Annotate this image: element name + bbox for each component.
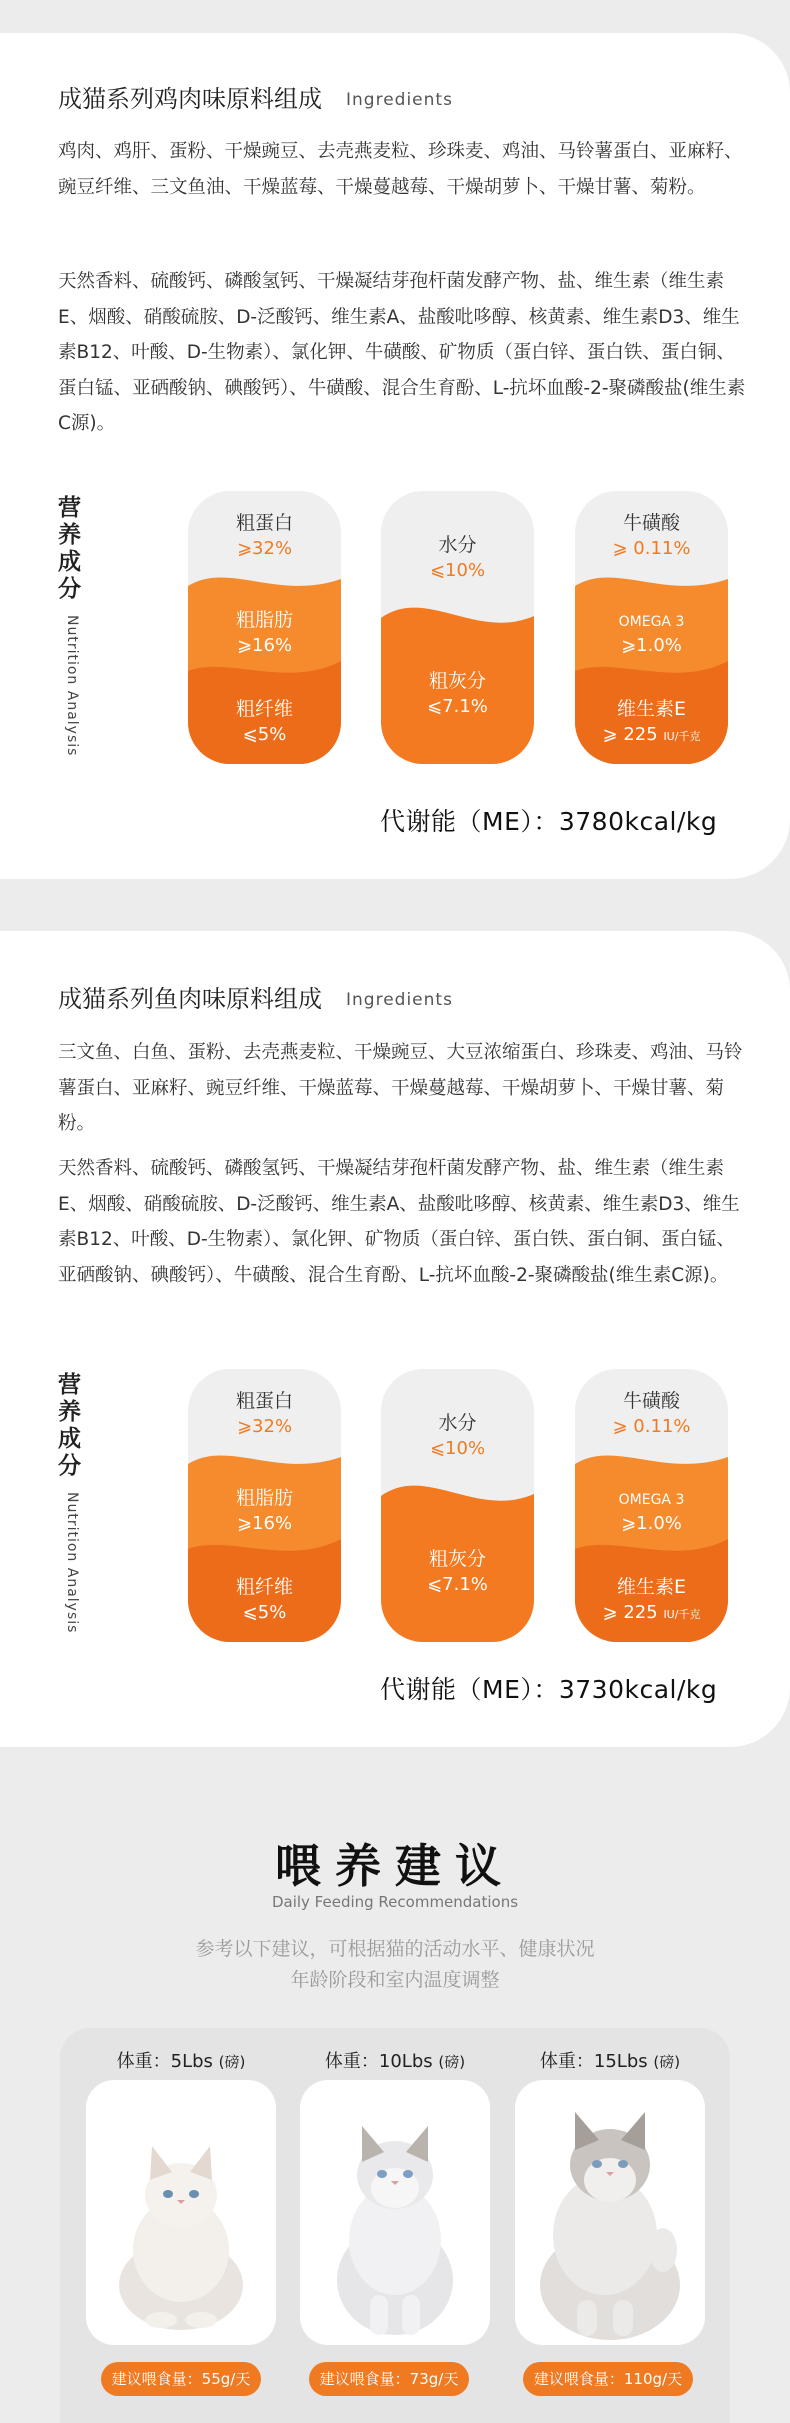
- weight-value: 体重：10Lbs: [324, 2051, 433, 2072]
- cat-photo-large: [515, 2080, 705, 2345]
- cat-illustration: [515, 2080, 705, 2345]
- nutrient-name: OMEGA 3: [618, 614, 685, 630]
- nutrient-name: 粗蛋白: [235, 512, 293, 534]
- pill-wave-graphic: [381, 1369, 534, 1642]
- nutrient-value: ⩾ 0.11%: [612, 538, 691, 559]
- feeding-amount-badge: 建议喂食量：55g/天: [101, 2362, 261, 2396]
- nutrient-pill-taurine-omega-vitamin: [575, 491, 728, 764]
- nutrient-name: 粗脂肪: [235, 609, 293, 631]
- nutrient-name: 粗纤维: [235, 1576, 293, 1598]
- nutrient-pill-taurine-omega-vitamin: [575, 1369, 728, 1642]
- nutrient-value: ⩾ 0.11%: [612, 1416, 691, 1437]
- section-title-en: Ingredients: [346, 990, 453, 1010]
- nutrient-name: 牛磺酸: [622, 512, 680, 534]
- weight-label: [300, 2047, 490, 2073]
- weight-value: 体重：5Lbs: [116, 2051, 213, 2072]
- nutrient-name: 粗纤维: [235, 698, 293, 720]
- nutrient-value: ⩾1.0%: [621, 1513, 682, 1534]
- weight-label: [515, 2047, 705, 2073]
- nutrient-name: OMEGA 3: [618, 1492, 685, 1508]
- nutrient-value: ⩾1.0%: [621, 635, 682, 656]
- nutrient-value: [575, 1601, 728, 1627]
- nutrient-name: 粗灰分: [428, 1548, 486, 1570]
- nutrient-name: 维生素E: [616, 1576, 686, 1598]
- nutrient-pill-moisture-ash: [381, 1369, 534, 1642]
- cat-photo-small: [86, 2080, 276, 2345]
- additives-text: 天然香料、硫酸钙、磷酸氢钙、干燥凝结芽孢杆菌发酵产物、盐、维生素（维生素E、烟酸、硝酸硫胺、D-泛酸钙、维生素A、盐酸吡哆醇、核黄素、维生素D3、维生素B12、叶酸、D-生物素）、氯化钾、矿物质（蛋白锌、蛋白铁、蛋白铜、蛋白锰、亚硒酸钠、碘酸钙）、牛磺酸、混合生育酚、L-抗坏血酸-2-聚磷酸盐(维生素C源)。: [58, 1158, 740, 1286]
- nutrient-value: ⩽5%: [242, 1602, 287, 1623]
- metabolizable-energy: 代谢能（ME）：3730kcal/kg: [380, 1675, 718, 1704]
- weight-value: 体重：15Lbs: [539, 2051, 648, 2072]
- ingredients-card-fish: [0, 931, 790, 1747]
- cat-photo-medium: [300, 2080, 490, 2345]
- nutrient-pill-protein-fat-fiber: [188, 491, 341, 764]
- cat-illustration: [86, 2080, 276, 2345]
- nutrient-name: 粗灰分: [428, 670, 486, 692]
- weight-unit: (磅): [438, 2053, 466, 2071]
- nutrition-label-cn: 营养成分: [58, 495, 81, 602]
- feeding-amount-badge: 建议喂食量：73g/天: [309, 2362, 469, 2396]
- nutrient-name: 粗蛋白: [235, 1390, 293, 1412]
- nutrient-value-number: ⩾ 225: [602, 724, 658, 745]
- section-title: [58, 79, 453, 114]
- weight-unit: (磅): [653, 2053, 681, 2071]
- nutrient-value: ⩾32%: [236, 538, 293, 559]
- section-title-en: Ingredients: [346, 90, 453, 110]
- nutrient-name: 水分: [438, 534, 477, 556]
- nutrient-name: 粗脂肪: [235, 1487, 293, 1509]
- weight-unit: (磅): [218, 2053, 246, 2071]
- nutrient-name: 牛磺酸: [622, 1390, 680, 1412]
- pill-wave-graphic: [381, 491, 534, 764]
- nutrient-value: [575, 723, 728, 749]
- nutrient-value: ⩾16%: [236, 1513, 293, 1534]
- nutrient-value-number: ⩾ 225: [602, 1602, 658, 1623]
- section-title-text: 成猫系列鱼肉味原料组成: [58, 985, 322, 1013]
- nutrient-pill-moisture-ash: [381, 491, 534, 764]
- cat-illustration: [300, 2080, 490, 2345]
- nutrition-label: [58, 1372, 88, 1634]
- feeding-title: 喂养建议: [275, 1839, 515, 1893]
- ingredients-card-chicken: [0, 33, 790, 879]
- feeding-amount-badge: 建议喂食量：110g/天: [523, 2362, 693, 2396]
- nutrient-value: ⩽7.1%: [427, 1574, 488, 1595]
- nutrient-unit: IU/千克: [663, 730, 701, 743]
- nutrition-label-cn: 营养成分: [58, 1372, 81, 1479]
- feeding-description: [0, 1934, 790, 1996]
- additives-text: 天然香料、硫酸钙、磷酸氢钙、干燥凝结芽孢杆菌发酵产物、盐、维生素（维生素E、烟酸、硝酸硫胺、D-泛酸钙、维生素A、盐酸吡哆醇、核黄素、维生素D3、维生素B12、叶酸、D-生物素）、氯化钾、牛磺酸、矿物质（蛋白锌、蛋白铁、蛋白铜、蛋白锰、亚硒酸钠、碘酸钙）、牛磺酸、混合生育酚、L-抗坏血酸-2-聚磷酸盐(维生素C源)。: [58, 271, 746, 434]
- nutrient-name: 水分: [438, 1412, 477, 1434]
- nutrient-value: ⩾16%: [236, 635, 293, 656]
- ingredients-text: 鸡肉、鸡肝、蛋粉、干燥豌豆、去壳燕麦粒、珍珠麦、鸡油、马铃薯蛋白、亚麻籽、豌豆纤维、三文鱼油、干燥蓝莓、干燥蔓越莓、干燥胡萝卜、干燥甘薯、菊粉。: [58, 141, 743, 198]
- ingredients-text: 三文鱼、白鱼、蛋粉、去壳燕麦粒、干燥豌豆、大豆浓缩蛋白、珍珠麦、鸡油、马铃薯蛋白、亚麻籽、豌豆纤维、干燥蓝莓、干燥蔓越莓、干燥胡萝卜、干燥甘薯、菊粉。: [58, 1042, 743, 1134]
- feeding-title-en: Daily Feeding Recommendations: [271, 1893, 519, 1911]
- nutrient-value: ⩾32%: [236, 1416, 293, 1437]
- weight-label: [86, 2047, 276, 2073]
- feeding-description-line: 参考以下建议，可根据猫的活动水平、健康状况: [195, 1938, 595, 1960]
- section-title: [58, 979, 453, 1014]
- section-title-text: 成猫系列鸡肉味原料组成: [58, 85, 322, 113]
- nutrient-value: ⩽10%: [429, 1438, 486, 1459]
- metabolizable-energy: 代谢能（ME）：3780kcal/kg: [380, 807, 718, 836]
- nutrient-name: 维生素E: [616, 698, 686, 720]
- nutrient-value: ⩽10%: [429, 560, 486, 581]
- nutrient-unit: IU/千克: [663, 1608, 701, 1621]
- nutrition-label: [58, 495, 88, 757]
- nutrition-label-en: Nutrition Analysis: [64, 615, 80, 757]
- nutrient-value: ⩽5%: [242, 724, 287, 745]
- nutrition-label-en: Nutrition Analysis: [64, 1492, 80, 1634]
- nutrient-pill-protein-fat-fiber: [188, 1369, 341, 1642]
- nutrient-value: ⩽7.1%: [427, 696, 488, 717]
- feeding-description-line: 年龄阶段和室内温度调整: [290, 1969, 500, 1991]
